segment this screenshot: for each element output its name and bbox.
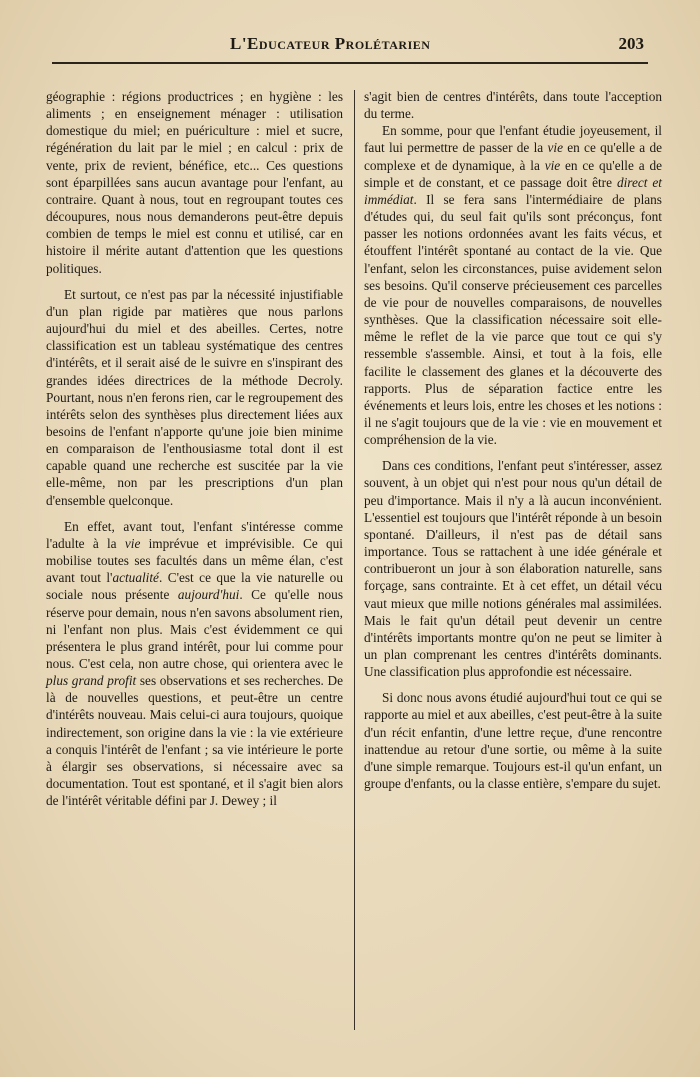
text-run: En effet, avant tout, l'enfant s'intéresse comme l'adulte à la — [46, 518, 343, 551]
italic-run: vie — [547, 140, 563, 156]
text-run: en ce qu'elle a de simple et de constant, et ce passage doit être — [364, 157, 662, 190]
italic-run: plus grand profit — [46, 673, 137, 689]
running-header — [52, 30, 648, 64]
paragraph — [46, 518, 343, 810]
text-run: imprévue et imprévisible. Ce qui mobilise toutes ses facultés dans un même élan, c'est avant tout l' — [46, 535, 343, 586]
paragraph — [364, 122, 662, 448]
paragraph: Et surtout, ce n'est pas par la nécessité injustifiable d'un plan rigide par matières que nous parlons aujourd'hui du miel et des abeilles. Certes, notre classification est un tableau systématique des centres d'intérêts, et il serait aisé de le suivre en s'inspirant des grandes idées directrices de la méthode Decroly. Pourtant, nous n'en ferons rien, car le regroupement des intérêts selon des synthèses plus directement liées aux besoins de l'enfant n'apporte qu'une joie bien minime en comparaison de l'enthousiasme total dont il est capable quand une recherche est suscitée par la vie elle-même, non par les prescriptions d'un plan d'ensemble quelconque. — [46, 286, 343, 508]
italic-run: aujourd'hui — [177, 587, 240, 603]
left-column — [46, 88, 343, 809]
column-divider — [354, 90, 355, 1030]
italic-run: vie — [124, 535, 141, 551]
italic-run: actualité — [112, 570, 159, 586]
text-run: en ce qu'elle a de complexe et de dynamique, à la — [364, 140, 663, 173]
right-column — [364, 88, 662, 792]
italic-run: direct et immédiat — [364, 174, 662, 207]
text-run: . Il se fera sans l'intermédiaire de plans d'études qui, du seul fait qu'ils sont préconçus, font passer les notions ordonnées avant les faits vécus, et étouffent l'intérêt spontané au contact de la vie. Que l'enfant, selon les circonstances, puise avidement selon ses besoins. Qu'il conserve précieusement ces parcelles de vie pour de nouvelles comparaisons, de nouvelles synthèses. Que la classification nécessaire soit elle-même le reflet de la vie parce que tout ce qui s'y ressemble s'assemble. Ainsi, et tout à la fois, elle facilite le classement des glanes et la découverte des rapports. Plus de séparation factice entre les événements et leurs lois, entre les choses et les notions : il ne s'agit toujours que de la vie : vie en mouvement et compréhension de la vie. — [364, 191, 662, 448]
journal-title: L'Educateur Prolétarien — [230, 34, 431, 53]
italic-run: vie — [544, 157, 561, 173]
paragraph: Dans ces conditions, l'enfant peut s'intéresser, assez souvent, à un objet qui n'est pour nous qu'un détail de peu d'importance. Mais il n'y a là aucun inconvénient. L'essentiel est toujours que l'intérêt réponde à un besoin spontané. D'ailleurs, il n'est pas de détail sans importance. Tous se rattachent à une idée générale et contribueront un jour à son élaboration naturelle, sans forçage, sans contrainte. Et à cet effet, un détail vécu vaut mieux que mille notions générales mal assimilées. Mais le fait qu'un détail peut devenir un centre d'intérêts importants montre qu'on ne peut se limiter à un plan comprenant les centres d'intérêts dominants. Une classification plus approfondie est nécessaire. — [364, 458, 662, 680]
text-run: En somme, pour que l'enfant étudie joyeusement, il faut lui permettre de passer de la — [364, 123, 662, 156]
page-number: 203 — [618, 34, 644, 53]
text-run: . C'est ce que la vie naturelle ou sociale nous présente — [46, 570, 343, 603]
paragraph: géographie : régions productrices ; en hygiène : les aliments ; en enseignement ménager : utilisation domestique du miel; en puériculture : miel et sucre, régénération du lait par le miel ; en calcul : prix de vente, prix de revient, bénéfice, etc... Ces questions sont éparpillées sans aucun avantage pour l'enfant, au contraire. Quant à nous, tout en regroupant toutes ces découpures, nous nous demanderons peut-être depuis combien de temps le miel est connu et utilisé, car en histoire il mérite autant d'attention que les questions politiques. — [46, 89, 343, 276]
paragraph: s'agit bien de centres d'intérêts, dans toute l'acception du terme. — [364, 89, 662, 122]
text-run: . Ce qu'elle nous réserve pour demain, nous n'en savons absolument rien, ni l'enfant non plus. Mais c'est évidemment ce qui présentera le plus grand intérêt, pour lui comme pour nous. C'est cela, non autre chose, qui orientera avec le — [46, 587, 343, 671]
text-run: ses observations et ses recherches. De là de nouvelles questions, et peut-être un centre d'intérêts nouveau. Mais celui-ci aura toujours, quoique indirectement, son origine dans la vie : la vie extérieure a conquis l'intérêt de l'enfant ; sa vie intérieure le porte à élargir ses observations, si nécessaire avec sa documentation. Tout est spontané, et il s'agit bien alors de l'intérêt véritable défini par J. Dewey ; il — [46, 673, 343, 809]
paragraph: Si donc nous avons étudié aujourd'hui tout ce qui se rapporte au miel et aux abeilles, c'est peut-être à la suite d'un récit enfantin, d'une lettre reçue, d'une rencontre inattendue au retour d'une sortie, ou même à la suite d'une simple remarque. Toujours est-il qu'un enfant, un groupe d'enfants, ou la classe entière, s'empare du sujet. — [364, 690, 662, 792]
